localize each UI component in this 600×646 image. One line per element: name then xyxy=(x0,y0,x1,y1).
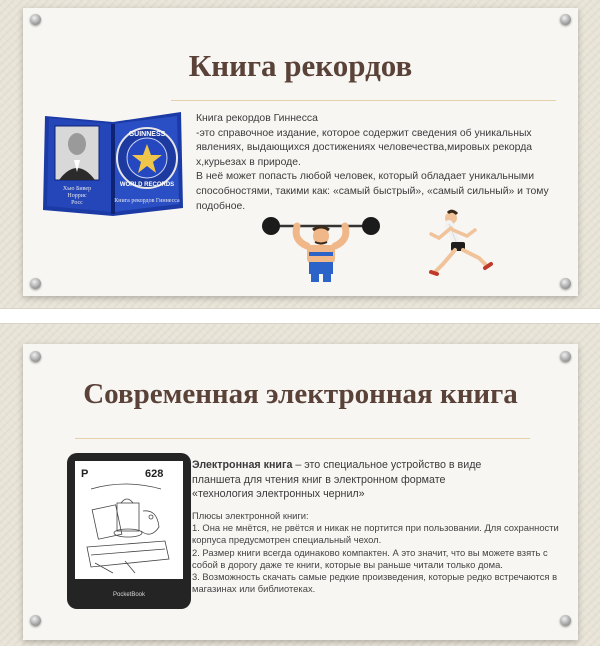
pin-icon xyxy=(30,14,41,25)
advantages-heading: Плюсы электронной книги: xyxy=(192,510,309,521)
ebook-definition xyxy=(192,458,492,502)
ebook-advantages xyxy=(192,510,574,595)
advantage-item: 3. Возможность скачать самые редкие произведения, которые редко встречаются в магазинах или библиотеках. xyxy=(192,571,558,595)
pin-icon xyxy=(30,351,41,362)
title-underline xyxy=(75,438,530,439)
screen-model-text: 628 xyxy=(145,468,164,480)
pin-icon xyxy=(560,615,571,626)
pin-icon xyxy=(560,278,571,289)
title-underline xyxy=(171,100,556,101)
pin-icon xyxy=(30,615,41,626)
device-logo: PocketBook xyxy=(112,592,146,598)
book-author-line1: Хью Бивер xyxy=(62,186,92,192)
ebook-definition-text: – это специальное устройство в виде планшета для чтения книг в электронном формате «технология электронных чернил» xyxy=(192,459,482,500)
guinness-book-illustration xyxy=(41,108,186,218)
pin-icon xyxy=(560,351,571,362)
pin-icon xyxy=(30,278,41,289)
ebook-term: Электронная книга xyxy=(192,459,293,471)
slide-ebook xyxy=(23,344,578,640)
guinness-description xyxy=(196,112,568,214)
body-line-who: В неё может попасть любой человек, который обладает уникальными способностями, такими как: «самый быстрый», «самый сильный» и тому подобное. xyxy=(196,171,549,212)
slide-guinness xyxy=(23,8,578,296)
slide-title: Современная электронная книга xyxy=(83,378,518,410)
body-line-heading: Книга рекордов Гиннесса xyxy=(196,113,318,124)
body-line-definition: -это справочное издание, которое содержит сведения об уникальных явлениях, выдающихся достижениях человечества,мировых рекорда х,курьезах в природе. xyxy=(196,127,533,168)
book-brand-bottom: WORLD RECORDS xyxy=(119,182,175,188)
advantage-item: 1. Она не мнётся, не рвётся и никак не портится при пользовании. Для сохранности корпуса предусмотрен специальный чехол. xyxy=(192,522,559,546)
ebook-reader-illustration xyxy=(65,451,193,611)
strongman-illustration xyxy=(261,212,381,284)
advantage-item: 2. Размер книги всегда одинаково компактен. А это значит, что вы можете взять с собой в дорогу даже те книги, которые вы раньше читали только дома. xyxy=(192,546,548,570)
book-spine-text: Книга рекордов Гиннесса xyxy=(114,198,180,204)
slide-title: Книга рекордов xyxy=(188,48,413,83)
screen-header-text: P xyxy=(81,468,89,480)
pin-icon xyxy=(560,14,571,25)
book-author-line3: Росс xyxy=(71,200,83,206)
slide-separator xyxy=(0,308,600,324)
book-author-line2: Норрис xyxy=(67,193,87,199)
runner-illustration xyxy=(421,208,501,283)
book-brand-top: GUINNESS xyxy=(128,131,166,138)
